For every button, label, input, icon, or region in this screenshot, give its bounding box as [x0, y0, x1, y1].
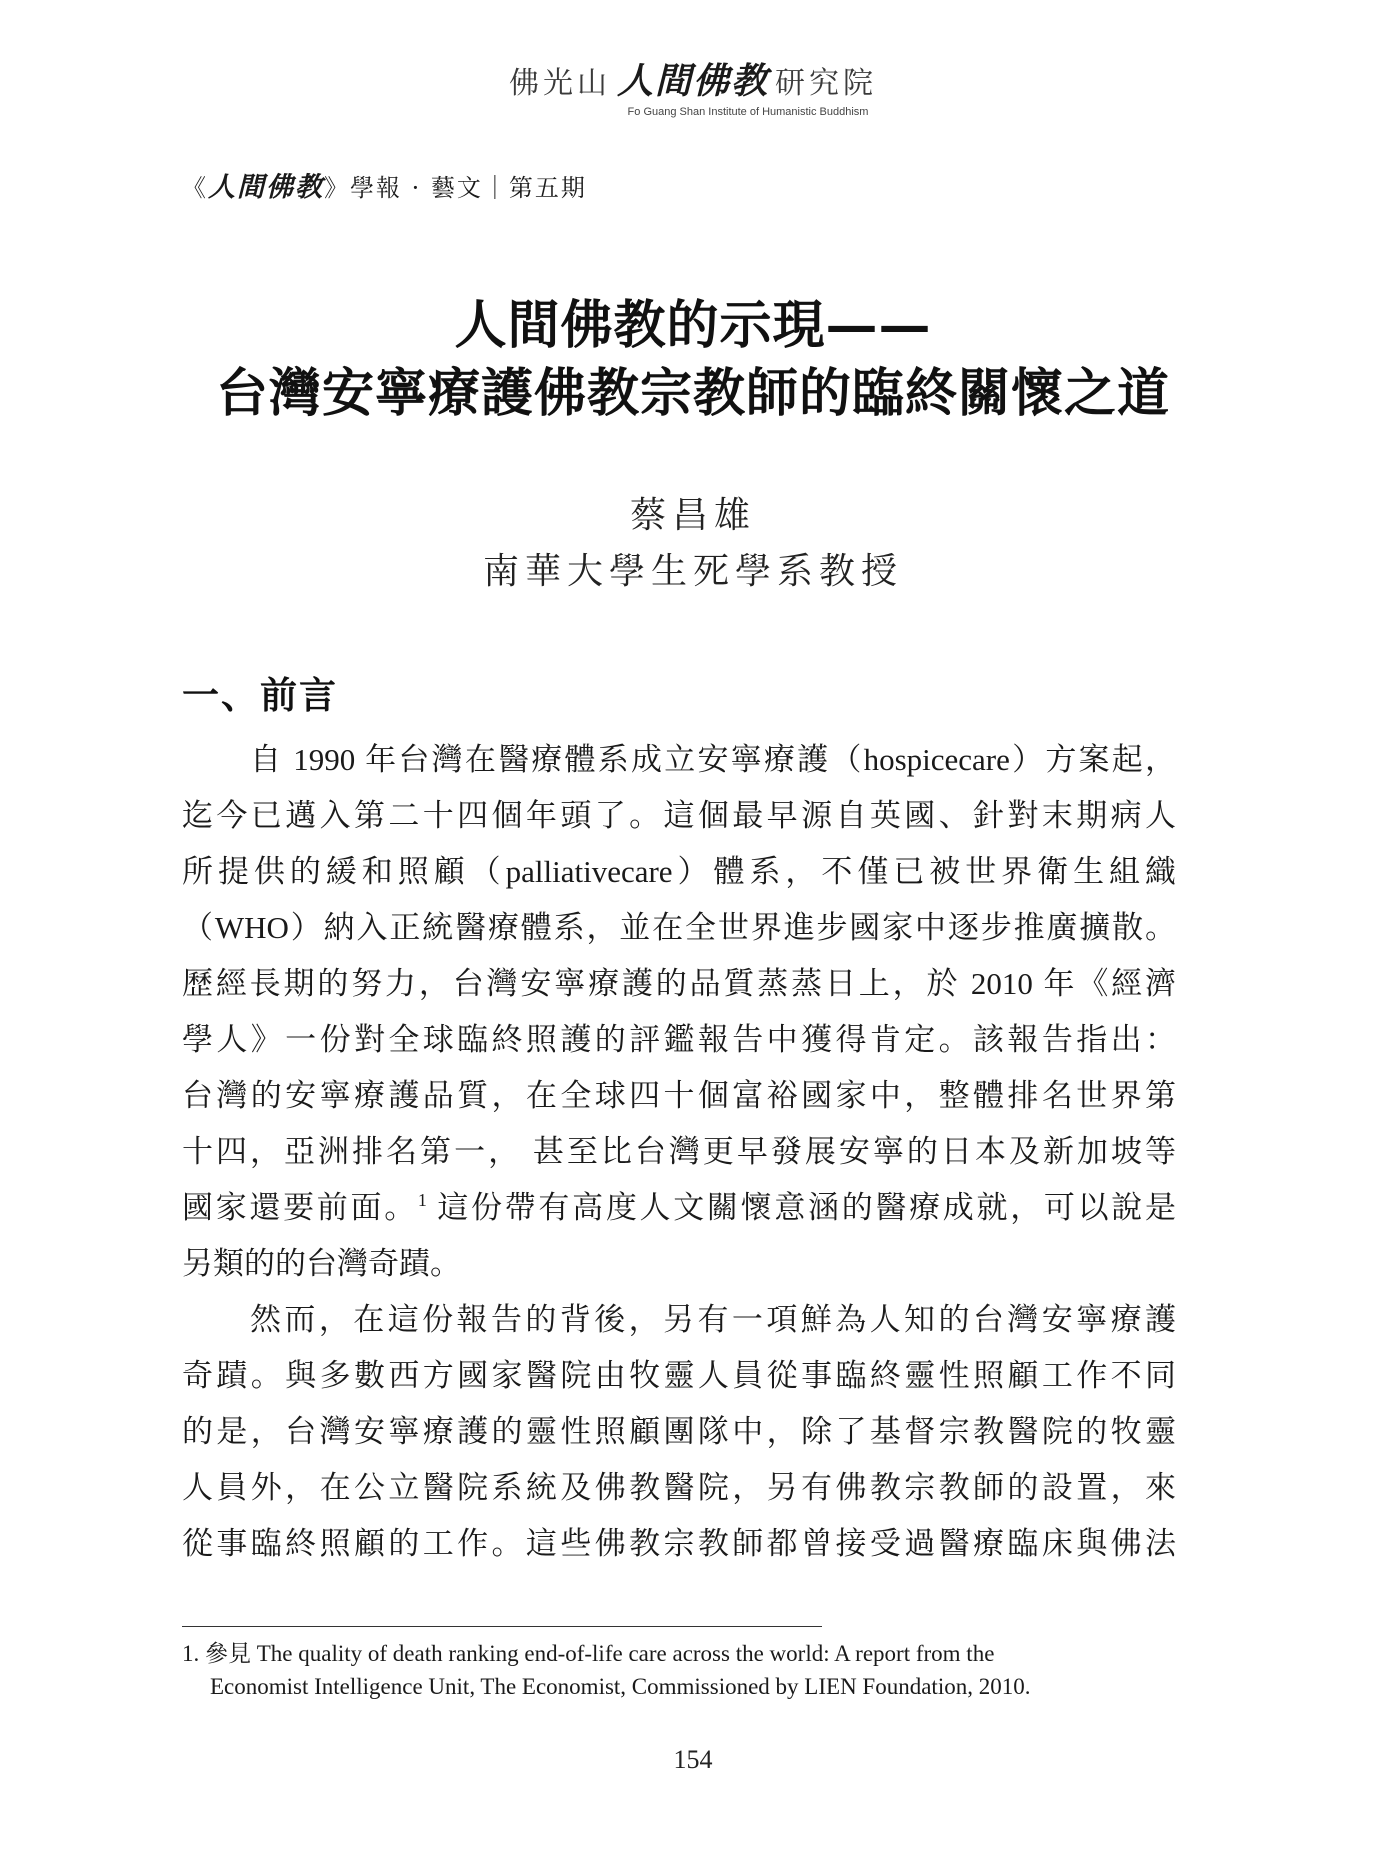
masthead-title [0, 62, 1386, 104]
text-line: 所提供的緩和照顧（palliativecare）體系，不僅已被世界衛生組織 [182, 854, 1176, 889]
text-line: 從事臨終照顧的工作。這些佛教宗教師都曾接受過醫療臨床與佛法 [182, 1526, 1176, 1561]
footnote-line: 1. 參見 The quality of death ranking end-of-life care across the world: A report from the [182, 1641, 995, 1666]
journal-open-bracket: 《 [182, 174, 208, 202]
author-affiliation: 南華大學生死學系教授 [482, 551, 903, 592]
text-line-with-footnote-ref [182, 1180, 1176, 1236]
section-heading: 一、前言 [182, 673, 338, 717]
body-text [182, 732, 1176, 1572]
journal-running-header [182, 165, 587, 204]
footnote-ref[interactable]: 1 [417, 1190, 427, 1210]
text-line: 的是，台灣安寧療護的靈性照顧團隊中，除了基督宗教醫院的牧靈 [182, 1414, 1176, 1449]
text-line: 另類的的台灣奇蹟。 [182, 1246, 461, 1281]
text-line: 自 1990 年台灣在醫療體系成立安寧療護（hospicecare）方案起， [250, 742, 1176, 777]
text-segment: 這份帶有高度人文關懷意涵的醫療成就，可以說是 [426, 1190, 1177, 1225]
journal-issue: 》學報 · 藝文｜第五期 [324, 174, 587, 202]
footnote [182, 1637, 1176, 1703]
masthead-prefix: 佛光山 [508, 66, 611, 101]
text-line: 然而，在這份報告的背後，另有一項鮮為人知的台灣安寧療護 [250, 1302, 1176, 1337]
author-name: 蔡昌雄 [629, 495, 756, 536]
text-line: 台灣的安寧療護品質，在全球四十個富裕國家中，整體排名世界第 [182, 1078, 1176, 1113]
masthead-brand-logo: 人間佛教 [616, 61, 769, 102]
masthead-english: Fo Guang Shan Institute of Humanistic Buddhism [627, 106, 869, 118]
article-title [0, 292, 1386, 428]
journal-brand-logo: 人間佛教 [208, 172, 324, 203]
text-line: 歷經長期的努力，台灣安寧療護的品質蒸蒸日上，於 2010 年《經濟 [182, 966, 1176, 1001]
text-line: 奇蹟。與多數西方國家醫院由牧靈人員從事臨終靈性照顧工作不同 [182, 1358, 1176, 1393]
author-block [0, 488, 1386, 600]
text-line: 人員外，在公立醫院系統及佛教醫院，另有佛教宗教師的設置，來 [182, 1470, 1176, 1505]
text-segment: 國家還要前面。 [182, 1190, 418, 1225]
footnote-divider [182, 1626, 822, 1627]
text-line: 學人》一份對全球臨終照護的評鑑報告中獲得肯定。該報告指出： [182, 1022, 1176, 1057]
page-number: 154 [673, 1745, 713, 1774]
title-line-2: 台灣安寧療護佛教宗教師的臨終關懷之道 [215, 363, 1170, 424]
masthead [0, 62, 1386, 118]
footnote-line: Economist Intelligence Unit, The Economist, Commissioned by LIEN Foundation, 2010. [210, 1674, 1031, 1699]
masthead-suffix: 研究院 [775, 66, 877, 101]
text-line: （WHO）納入正統醫療體系，並在全世界進步國家中逐步推廣擴散。 [182, 910, 1176, 945]
title-line-1: 人間佛教的示現—— [454, 295, 932, 356]
text-line: 十四，亞洲排名第一， 甚至比台灣更早發展安寧的日本及新加坡等 [182, 1134, 1176, 1169]
text-line: 迄今已邁入第二十四個年頭了。這個最早源自英國、針對末期病人 [182, 798, 1176, 833]
